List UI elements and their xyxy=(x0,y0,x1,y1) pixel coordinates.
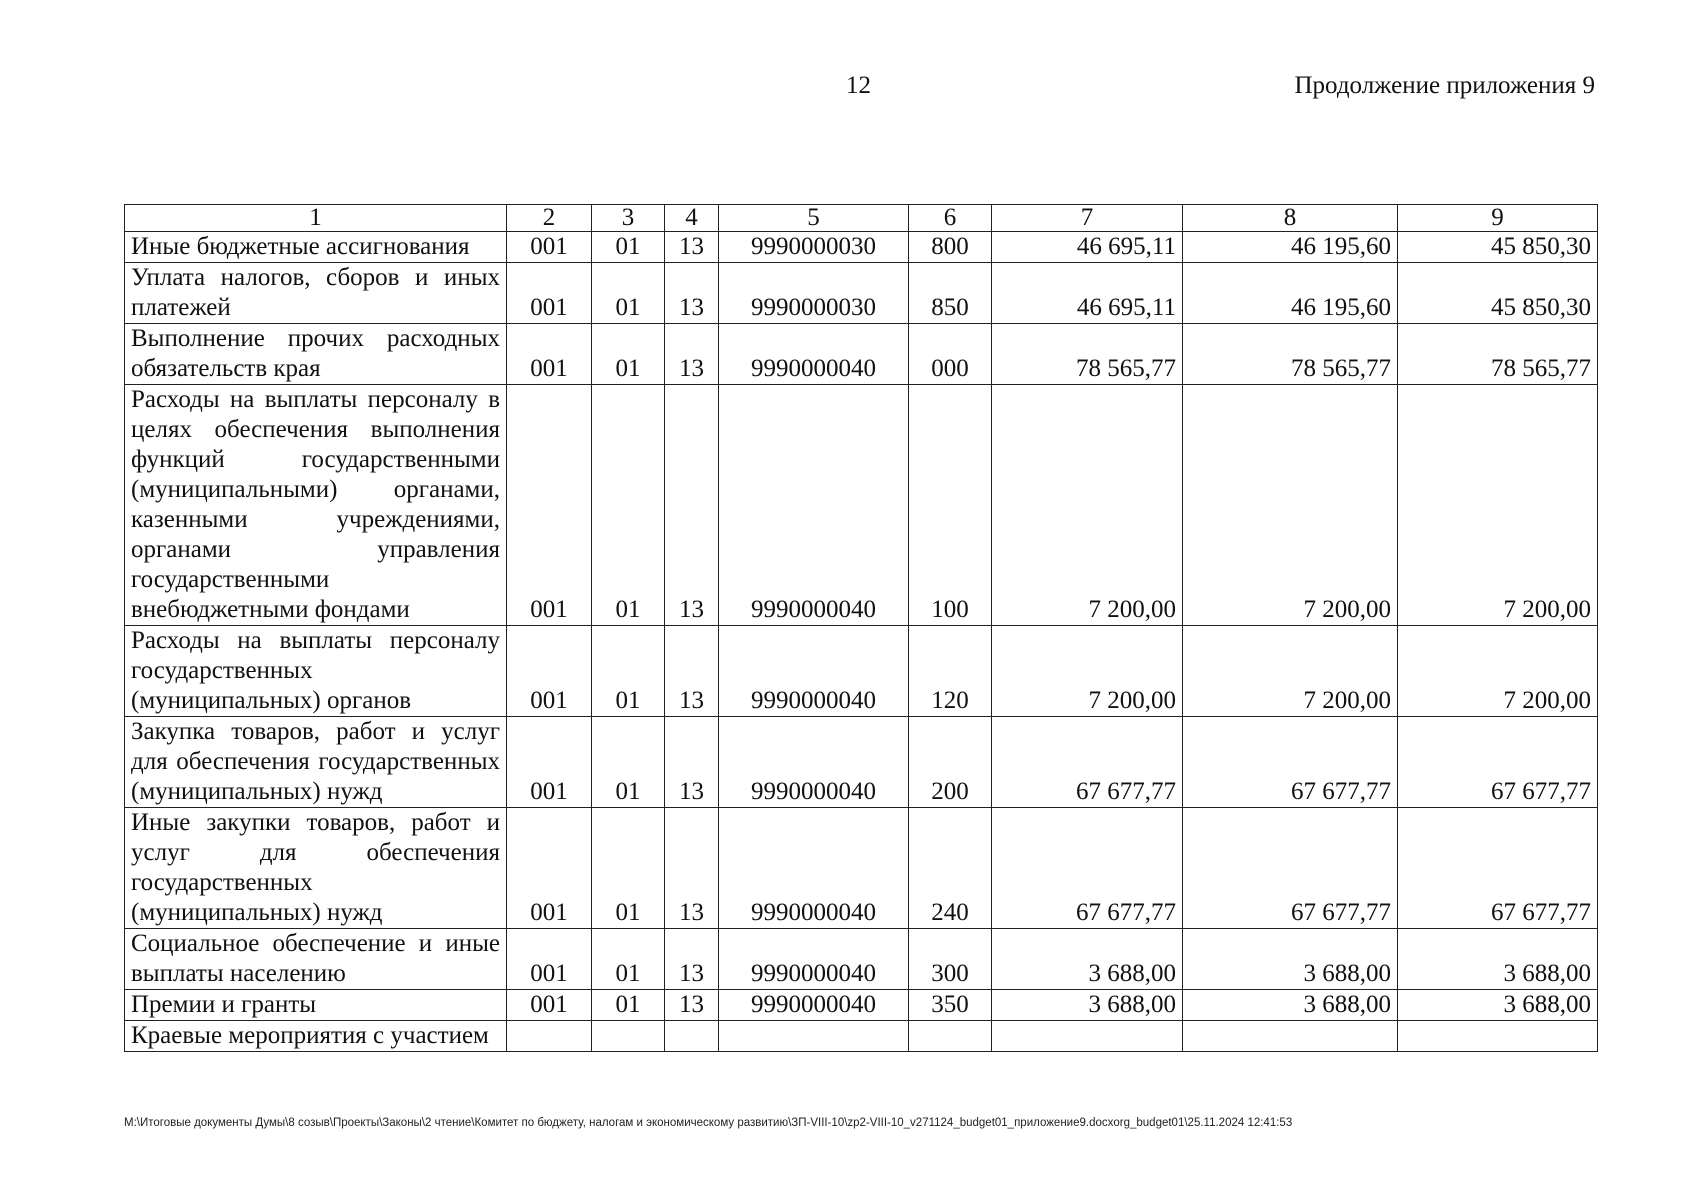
expense-type-cell: 240 xyxy=(909,808,992,929)
expense-type-cell: 100 xyxy=(909,385,992,626)
expense-type-cell: 000 xyxy=(909,324,992,385)
file-path-footer: M:\Итоговые документы Думы\8 созыв\Проекты\Законы\2 чтение\Комитет по бюджету, налогам и экономическому развитию\ЗП-VIII-10\zp2-VIII-10_v271124_budget01_приложение9.docxorg_budget01\25.11.2024 12:41:53 xyxy=(124,1117,1293,1129)
subsection-cell: 13 xyxy=(665,626,719,717)
amount-2026-cell: 78 565,77 xyxy=(1183,324,1398,385)
amount-2027-cell: 7 200,00 xyxy=(1398,385,1598,626)
target-article-cell: 9990000040 xyxy=(719,929,909,990)
section-cell: 01 xyxy=(592,626,665,717)
column-header: 9 xyxy=(1398,205,1598,232)
amount-2025-cell: 46 695,11 xyxy=(992,232,1183,263)
amount-2025-cell: 7 200,00 xyxy=(992,626,1183,717)
table-row xyxy=(125,385,1598,626)
subsection-cell xyxy=(665,1021,719,1052)
section-cell: 01 xyxy=(592,929,665,990)
column-header: 2 xyxy=(507,205,592,232)
section-cell: 01 xyxy=(592,385,665,626)
expense-type-cell: 120 xyxy=(909,626,992,717)
amount-2027-cell: 3 688,00 xyxy=(1398,990,1598,1021)
subsection-cell: 13 xyxy=(665,929,719,990)
budget-table xyxy=(124,204,1598,1052)
column-header: 3 xyxy=(592,205,665,232)
amount-2027-cell: 78 565,77 xyxy=(1398,324,1598,385)
table-row xyxy=(125,626,1598,717)
amount-2026-cell: 3 688,00 xyxy=(1183,990,1398,1021)
table-row xyxy=(125,808,1598,929)
target-article-cell: 9990000040 xyxy=(719,385,909,626)
amount-2027-cell: 3 688,00 xyxy=(1398,929,1598,990)
expense-type-cell: 850 xyxy=(909,263,992,324)
expense-type-cell xyxy=(909,1021,992,1052)
item-name-cell: Расходы на выплаты персоналу государственных (муниципальных) органов xyxy=(125,626,507,717)
amount-2027-cell: 67 677,77 xyxy=(1398,717,1598,808)
expense-type-cell: 200 xyxy=(909,717,992,808)
amount-2025-cell: 3 688,00 xyxy=(992,990,1183,1021)
amount-2026-cell xyxy=(1183,1021,1398,1052)
amount-2025-cell: 7 200,00 xyxy=(992,385,1183,626)
amount-2026-cell: 3 688,00 xyxy=(1183,929,1398,990)
subsection-cell: 13 xyxy=(665,232,719,263)
table-row xyxy=(125,717,1598,808)
column-header: 1 xyxy=(125,205,507,232)
amount-2026-cell: 7 200,00 xyxy=(1183,385,1398,626)
page-number: 12 xyxy=(846,72,871,99)
appendix-label: Продолжение приложения 9 xyxy=(1294,72,1595,99)
target-article-cell: 9990000040 xyxy=(719,626,909,717)
table-row xyxy=(125,263,1598,324)
subsection-cell: 13 xyxy=(665,717,719,808)
amount-2027-cell: 67 677,77 xyxy=(1398,808,1598,929)
admin-code-cell: 001 xyxy=(507,717,592,808)
subsection-cell: 13 xyxy=(665,263,719,324)
admin-code-cell xyxy=(507,1021,592,1052)
table-row xyxy=(125,990,1598,1021)
amount-2025-cell: 46 695,11 xyxy=(992,263,1183,324)
expense-type-cell: 350 xyxy=(909,990,992,1021)
amount-2026-cell: 67 677,77 xyxy=(1183,808,1398,929)
section-cell: 01 xyxy=(592,232,665,263)
amount-2025-cell: 67 677,77 xyxy=(992,717,1183,808)
target-article-cell: 9990000040 xyxy=(719,324,909,385)
column-header: 8 xyxy=(1183,205,1398,232)
header-row xyxy=(125,205,1598,232)
admin-code-cell: 001 xyxy=(507,385,592,626)
column-header: 5 xyxy=(719,205,909,232)
item-name-cell: Социальное обеспечение и иные выплаты населению xyxy=(125,929,507,990)
amount-2026-cell: 46 195,60 xyxy=(1183,232,1398,263)
section-cell: 01 xyxy=(592,990,665,1021)
amount-2025-cell: 78 565,77 xyxy=(992,324,1183,385)
amount-2025-cell: 67 677,77 xyxy=(992,808,1183,929)
subsection-cell: 13 xyxy=(665,990,719,1021)
admin-code-cell: 001 xyxy=(507,232,592,263)
item-name-cell: Выполнение прочих расходных обязательств края xyxy=(125,324,507,385)
item-name-cell: Краевые мероприятия с участием xyxy=(125,1021,507,1052)
subsection-cell: 13 xyxy=(665,808,719,929)
subsection-cell: 13 xyxy=(665,385,719,626)
section-cell: 01 xyxy=(592,808,665,929)
column-header: 6 xyxy=(909,205,992,232)
item-name-cell: Закупка товаров, работ и услуг для обеспечения государственных (муниципальных) нужд xyxy=(125,717,507,808)
item-name-cell: Уплата налогов, сборов и иных платежей xyxy=(125,263,507,324)
table-row xyxy=(125,232,1598,263)
section-cell: 01 xyxy=(592,324,665,385)
admin-code-cell: 001 xyxy=(507,626,592,717)
section-cell: 01 xyxy=(592,263,665,324)
target-article-cell: 9990000030 xyxy=(719,263,909,324)
amount-2027-cell: 45 850,30 xyxy=(1398,263,1598,324)
section-cell xyxy=(592,1021,665,1052)
table-row xyxy=(125,1021,1598,1052)
item-name-cell: Премии и гранты xyxy=(125,990,507,1021)
target-article-cell: 9990000040 xyxy=(719,808,909,929)
amount-2026-cell: 7 200,00 xyxy=(1183,626,1398,717)
admin-code-cell: 001 xyxy=(507,324,592,385)
column-header: 7 xyxy=(992,205,1183,232)
section-cell: 01 xyxy=(592,717,665,808)
amount-2027-cell: 45 850,30 xyxy=(1398,232,1598,263)
table-row xyxy=(125,324,1598,385)
amount-2026-cell: 46 195,60 xyxy=(1183,263,1398,324)
expense-type-cell: 300 xyxy=(909,929,992,990)
amount-2026-cell: 67 677,77 xyxy=(1183,717,1398,808)
target-article-cell: 9990000040 xyxy=(719,990,909,1021)
admin-code-cell: 001 xyxy=(507,808,592,929)
admin-code-cell: 001 xyxy=(507,990,592,1021)
admin-code-cell: 001 xyxy=(507,929,592,990)
target-article-cell: 9990000030 xyxy=(719,232,909,263)
table-row xyxy=(125,929,1598,990)
target-article-cell xyxy=(719,1021,909,1052)
amount-2027-cell xyxy=(1398,1021,1598,1052)
item-name-cell: Иные закупки товаров, работ и услуг для обеспечения государственных (муниципальных) нужд xyxy=(125,808,507,929)
column-header: 4 xyxy=(665,205,719,232)
expense-type-cell: 800 xyxy=(909,232,992,263)
amount-2027-cell: 7 200,00 xyxy=(1398,626,1598,717)
target-article-cell: 9990000040 xyxy=(719,717,909,808)
item-name-cell: Расходы на выплаты персоналу в целях обеспечения выполнения функций государственными (муниципальными) органами, казенными учреждениями, органами управления государственными внебюджетными фондами xyxy=(125,385,507,626)
item-name-cell: Иные бюджетные ассигнования xyxy=(125,232,507,263)
amount-2025-cell: 3 688,00 xyxy=(992,929,1183,990)
amount-2025-cell xyxy=(992,1021,1183,1052)
admin-code-cell: 001 xyxy=(507,263,592,324)
subsection-cell: 13 xyxy=(665,324,719,385)
